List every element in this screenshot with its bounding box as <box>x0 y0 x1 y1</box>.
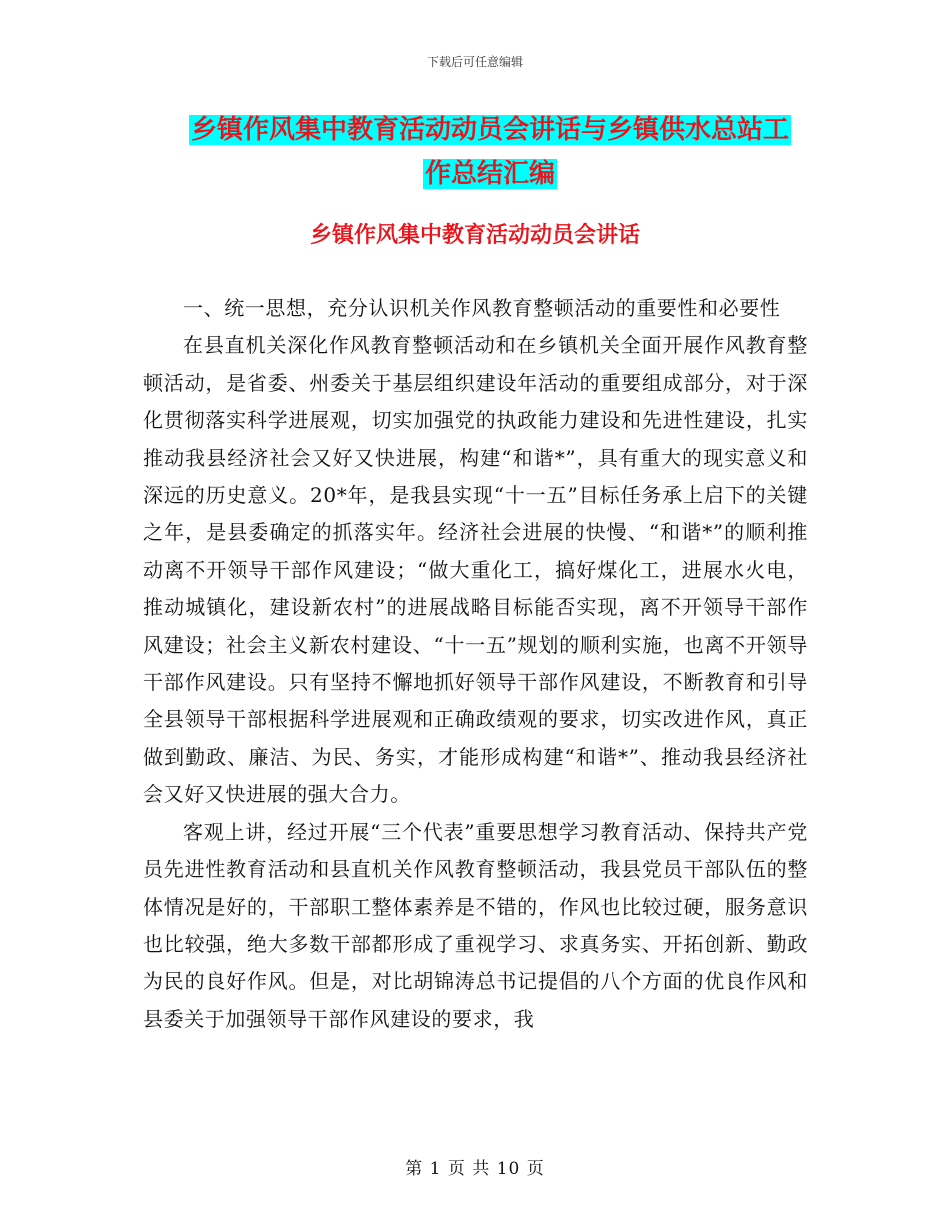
header-note: 下载后可任意编辑 <box>426 55 523 69</box>
paragraph: 在县直机关深化作风教育整顿活动和在乡镇机关全面开展作风教育整顿活动，是省委、州委关于基层组织建设年活动的重要组成部分，对于深化贯彻落实科学进展观，切实加强党的执政能力建设和先进性建设，扎实推动我县经济社会又好又快进展，构建“和谐*”，具有重大的现实意义和深远的历史意义。20*年，是我县实现“十一五”目标任务承上启下的关键之年，是县委确定的抓落实年。经济社会进展的快慢、“和谐*”的顺利推动离不开领导干部作风建设；“做大重化工，搞好煤化工，进展水火电，推动城镇化，建设新农村”的进展战略目标能否实现，离不开领导干部作风建设；社会主义新农村建设、“十一五”规划的顺利实施，也离不开领导干部作风建设。只有坚持不懈地抓好领导干部作风建设，不断教育和引导全县领导干部根据科学进展观和正确政绩观的要求，切实改进作风，真正做到勤政、廉洁、为民、务实，才能形成构建“和谐*”、推动我县经济社会又好又快进展的强大合力。 <box>143 333 808 807</box>
document-title-line-2: 作总结汇编 <box>424 159 555 189</box>
section-title: 乡镇作风集中教育活动动员会讲话 <box>309 223 640 248</box>
document-title-line-1: 乡镇作风集中教育活动动员会讲话与乡镇供水总站工 <box>190 115 789 145</box>
page-number-footer: 第 1 页 共 10 页 <box>405 1159 545 1179</box>
paragraph: 客观上讲，经过开展“三个代表”重要思想学习教育活动、保持共产党员先进性教育活动和县直机关作风教育整顿活动，我县党员干部队伍的整体情况是好的，干部职工整体素养是不错的，作风也比较过硬，服务意识也比较强，绝大多数干部都形成了重视学习、求真务实、开拓创新、勤政为民的良好作风。但是，对比胡锦涛总书记提倡的八个方面的优良作风和县委关于加强领导干部作风建设的要求，我 <box>143 819 808 1031</box>
document-body <box>143 290 808 1038</box>
paragraph-heading-1: 一、统一思想，充分认识机关作风教育整顿活动的重要性和必要性 <box>183 296 781 320</box>
document-title <box>140 108 840 196</box>
